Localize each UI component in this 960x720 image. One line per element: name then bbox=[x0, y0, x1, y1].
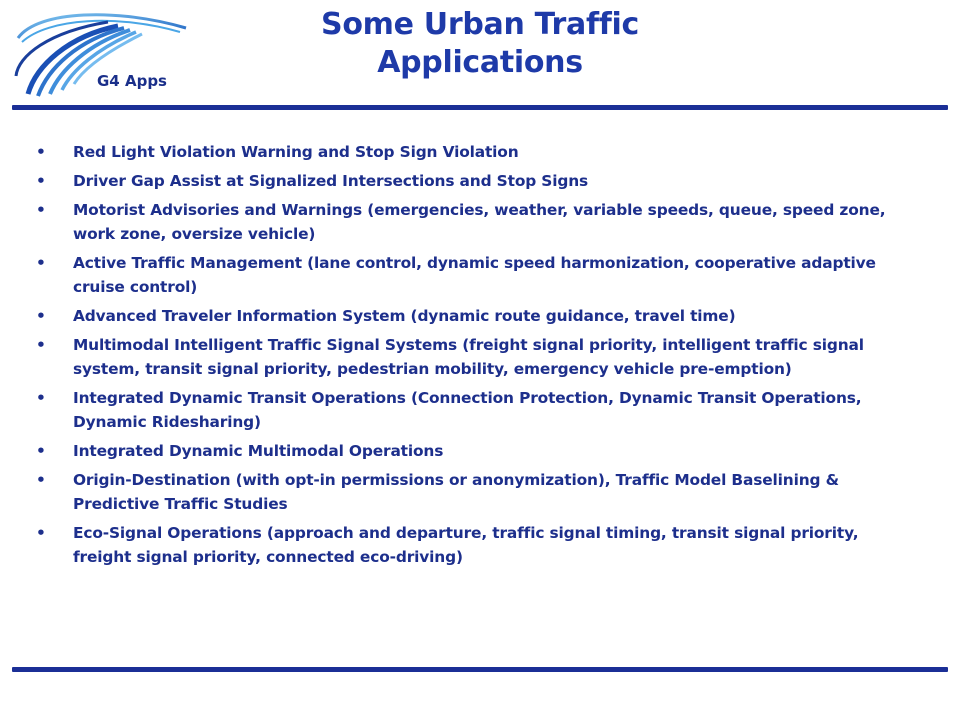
bullet-text: Active Traffic Management (lane control, dynamic speed harmonization, cooperative adaptive cruise control) bbox=[73, 254, 876, 296]
bullet-icon: • bbox=[36, 389, 46, 407]
bullet-icon: • bbox=[36, 307, 46, 325]
bullet-icon: • bbox=[36, 336, 46, 354]
bullet-text: Origin-Destination (with opt-in permissions or anonymization), Traffic Model Baselining & Predictive Traffic Studies bbox=[73, 471, 839, 513]
bullet-item bbox=[36, 304, 916, 328]
bullet-icon: • bbox=[36, 254, 46, 272]
bullet-text: Driver Gap Assist at Signalized Intersections and Stop Signs bbox=[73, 172, 589, 190]
top-divider bbox=[12, 105, 948, 110]
title-line-2: Applications bbox=[377, 45, 583, 80]
bullet-item bbox=[36, 251, 916, 299]
bullet-item bbox=[36, 386, 916, 434]
bullet-icon: • bbox=[36, 143, 46, 161]
bullet-icon: • bbox=[36, 524, 46, 542]
bottom-divider bbox=[12, 667, 948, 672]
bullet-item bbox=[36, 468, 916, 516]
bullet-item bbox=[36, 140, 916, 164]
bullet-icon: • bbox=[36, 442, 46, 460]
bullet-text: Motorist Advisories and Warnings (emergencies, weather, variable speeds, queue, speed zone, work zone, oversize vehicle) bbox=[73, 201, 886, 243]
bullet-text: Integrated Dynamic Transit Operations (Connection Protection, Dynamic Transit Operations, Dynamic Ridesharing) bbox=[73, 389, 862, 431]
bullet-item bbox=[36, 333, 916, 381]
title-line-1: Some Urban Traffic bbox=[321, 7, 639, 42]
bullet-text: Advanced Traveler Information System (dynamic route guidance, travel time) bbox=[73, 307, 736, 325]
bullet-text: Integrated Dynamic Multimodal Operations bbox=[73, 442, 444, 460]
logo-text: G4 Apps bbox=[97, 72, 167, 90]
bullet-item bbox=[36, 521, 916, 569]
slide-title bbox=[200, 6, 760, 82]
bullet-text: Eco-Signal Operations (approach and departure, traffic signal timing, transit signal priority, freight signal priority, connected eco-driving) bbox=[73, 524, 859, 566]
bullet-text: Multimodal Intelligent Traffic Signal Systems (freight signal priority, intelligent traffic signal system, transit signal priority, pedestrian mobility, emergency vehicle pre-emption) bbox=[73, 336, 864, 378]
bullet-item bbox=[36, 198, 916, 246]
bullet-item bbox=[36, 439, 916, 463]
bullet-icon: • bbox=[36, 201, 46, 219]
g4-apps-logo bbox=[8, 6, 198, 102]
bullet-list bbox=[36, 140, 916, 574]
bullet-icon: • bbox=[36, 471, 46, 489]
bullet-item bbox=[36, 169, 916, 193]
bullet-icon: • bbox=[36, 172, 46, 190]
bullet-text: Red Light Violation Warning and Stop Sign Violation bbox=[73, 143, 519, 161]
